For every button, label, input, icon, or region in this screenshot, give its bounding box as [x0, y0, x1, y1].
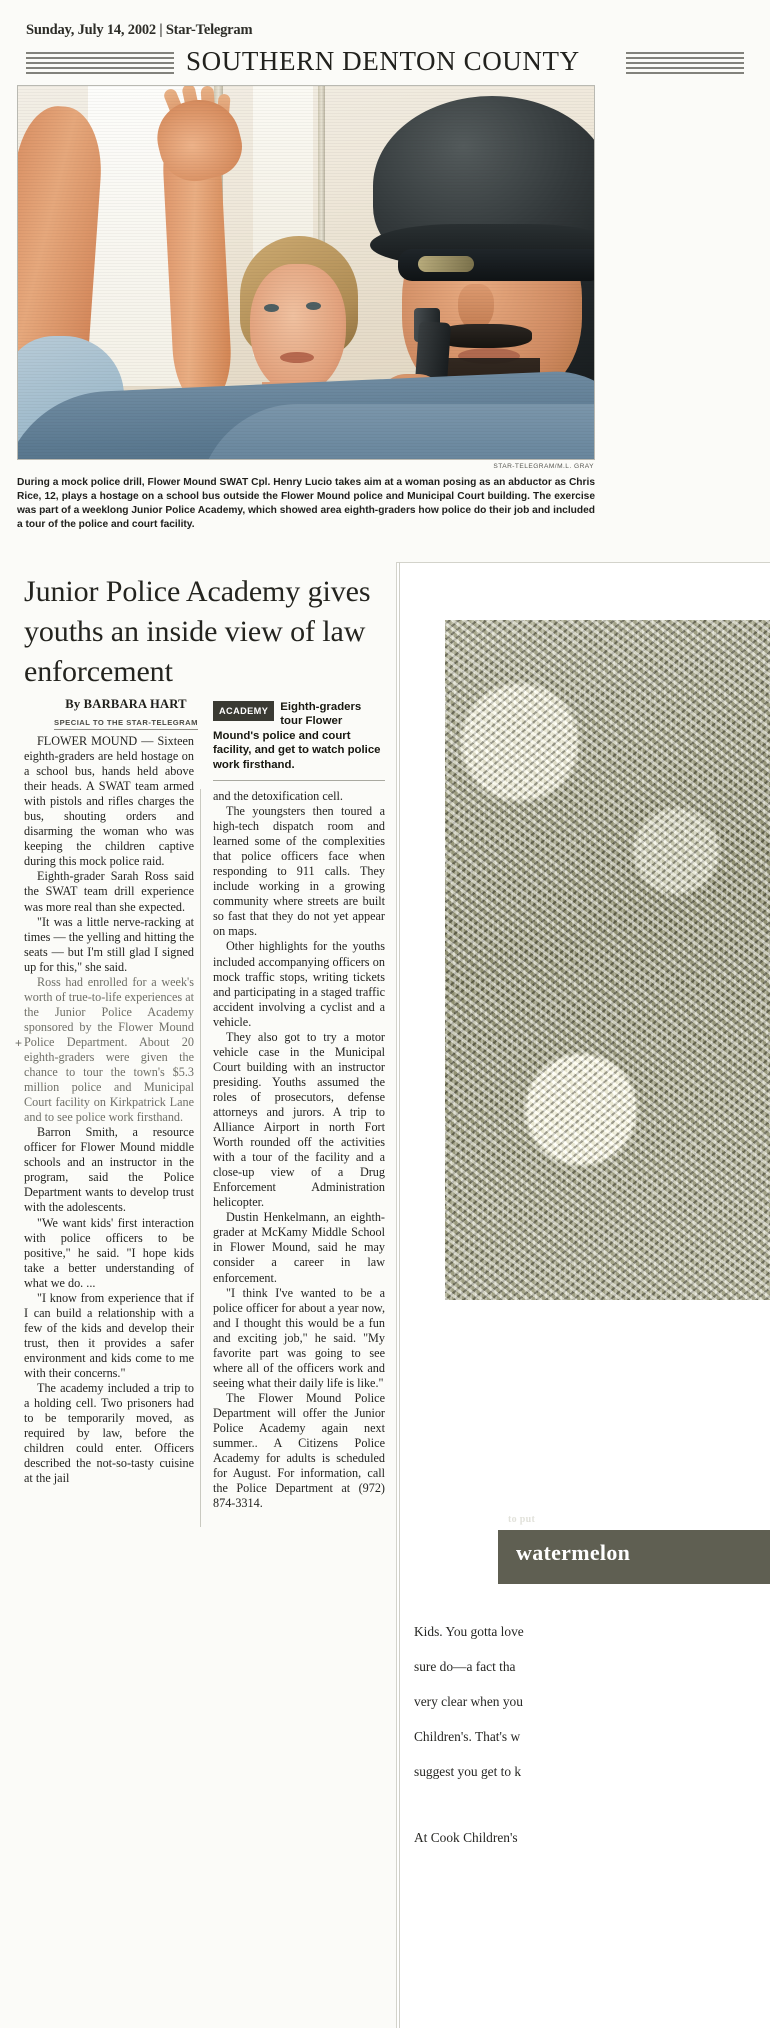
- paragraph: "I think I've wanted to be a police officer for about a year now, and I thought this would be a fun and exciting job," he said. "My favorite part was going to see where all of the officers work and seeing what their daily life is like.": [213, 1285, 385, 1390]
- article-column-2: [213, 789, 385, 1511]
- lead-photo: [17, 85, 595, 460]
- ad-body-line: sure do—a fact tha: [414, 1659, 516, 1674]
- ad-photo-lower: [445, 1308, 770, 1536]
- ad-vertical-rule: [399, 562, 400, 2028]
- article-column-1: [24, 734, 194, 1486]
- ad-tagline: [414, 1820, 770, 1855]
- deck-divider-rule: [213, 780, 385, 781]
- ad-body-line: Children's. That's w: [414, 1729, 521, 1744]
- paragraph: The youngsters then toured a high-tech dispatch room and learned some of the complexities that police officers face when responding to 911 calls. They include working in a growing community where streets are built so fast that they do not yet appear on maps.: [213, 804, 385, 939]
- photo-credit: STAR-TELEGRAM/M.L. GRAY: [493, 463, 594, 470]
- ad-headline-small: to put: [508, 1514, 536, 1525]
- paragraph: The Flower Mound Police Department will offer the Junior Police Academy again next summer.. A Citizens Police Academy for adults is scheduled for August. For information, call the Police Department at (972) 874-3314.: [213, 1390, 385, 1511]
- photo-caption: During a mock police drill, Flower Mound SWAT Cpl. Henry Lucio takes aim at a woman posing as an abductor as Chris Rice, 12, plays a hostage on a school bus outside the Flower Mound police and Municipal Court building. The exercise was part of a weeklong Junior Police Academy, which showed area eighth-graders how police do their job and included a tour of the police and court facility.: [17, 477, 595, 531]
- dateline: Sunday, July 14, 2002 | Star-Telegram: [26, 22, 253, 38]
- page-title: Junior Police Academy gives youths an inside view of law enforcement: [24, 575, 371, 689]
- deck-text: Eighth-graders tour Flower Mound's police and court facility, and get to watch police work firsthand.: [213, 701, 381, 771]
- deck-tag-badge: ACADEMY: [213, 701, 274, 721]
- paragraph: and the detoxification cell.: [213, 789, 343, 803]
- paragraph: FLOWER MOUND — Sixteen eighth-graders are held hostage on a school bus, hands held above their heads. A SWAT team armed with pistols and rifles charges the bus, shouting orders and disarming the woman who was keeping the children captive during this mock police raid.: [24, 734, 194, 869]
- paragraph: The academy included a trip to a holding cell. Two prisoners had to be temporarily moved, as required by law, before the children could enter. Officers described the not-so-tasty cuisine at the jail: [24, 1381, 194, 1486]
- section-header-bar: [26, 46, 744, 82]
- paragraph: "I know from experience that if I can build a relationship with a few of the kids and develop their trust, then it provides a safer environment and kids come to me with their concerns.": [24, 1290, 194, 1380]
- ad-body-line: very clear when you: [414, 1694, 523, 1709]
- masthead: [0, 0, 770, 92]
- byline-author: By BARBARA HART: [65, 697, 187, 711]
- byline: [36, 697, 216, 730]
- paragraph: "It was a little nerve-racking at times — the yelling and hitting the seats — but I'm still glad I signed up for this," she said.: [24, 914, 194, 974]
- ad-photo-upper: [445, 620, 770, 1300]
- decorative-rule-left: [26, 52, 174, 74]
- decorative-rule-right: [626, 52, 744, 74]
- article-deck: [213, 700, 385, 772]
- paragraph: Eighth-grader Sarah Ross said the SWAT team drill experience was more real than she expected.: [24, 869, 194, 914]
- ad-tagline-line: At Cook Children's: [414, 1830, 518, 1845]
- ad-body-line: suggest you get to k: [414, 1764, 522, 1779]
- registration-mark: +: [15, 1036, 23, 1050]
- paragraph: Barron Smith, a resource officer for Flower Mound middle schools and an instructor in the program, said the Police Department wants to develop trust with the adolescents.: [24, 1125, 194, 1215]
- ad-headline-text: watermelon: [516, 1540, 631, 1565]
- photo-halftone-grain: [18, 86, 594, 459]
- byline-source: SPECIAL TO THE STAR-TELEGRAM: [54, 718, 198, 730]
- ad-body-copy: [414, 1614, 770, 1789]
- paragraph: They also got to try a motor vehicle case in the Municipal Court building with an instructor presiding. Youths assumed the roles of prosecutors, defense attorneys and jurors. A trip to Alliance Airport in north Fort Worth rounded off the activities with a tour of the facility and a close-up view of a Drug Enforcement Administration helicopter.: [213, 1029, 385, 1210]
- paragraph: Ross had enrolled for a week's worth of true-to-life experiences at the Junior Police Academy sponsored by the Flower Mound Police Department. About 20 eighth-graders were given the chance to tour the town's $5.3 million police and Municipal Court facility on Kirkpatrick Lane and to see police work firsthand.: [24, 974, 194, 1125]
- paragraph: Other highlights for the youths included accompanying officers on mock traffic stops, writing tickets and participating in a staged traffic accident involving a cyclist and a vehicle.: [213, 939, 385, 1029]
- paragraph: Dustin Henkelmann, an eighth-grader at McKamy Middle School in Flower Mound, said he may consider a career in law enforcement.: [213, 1210, 385, 1285]
- section-title: SOUTHERN DENTON COUNTY: [186, 46, 580, 76]
- column-divider-rule: [200, 789, 201, 1527]
- ad-body-line: Kids. You gotta love: [414, 1624, 524, 1639]
- paragraph: "We want kids' first interaction with police officers to be positive," he said. "I hope kids take a better understanding of what we do. ...: [24, 1215, 194, 1290]
